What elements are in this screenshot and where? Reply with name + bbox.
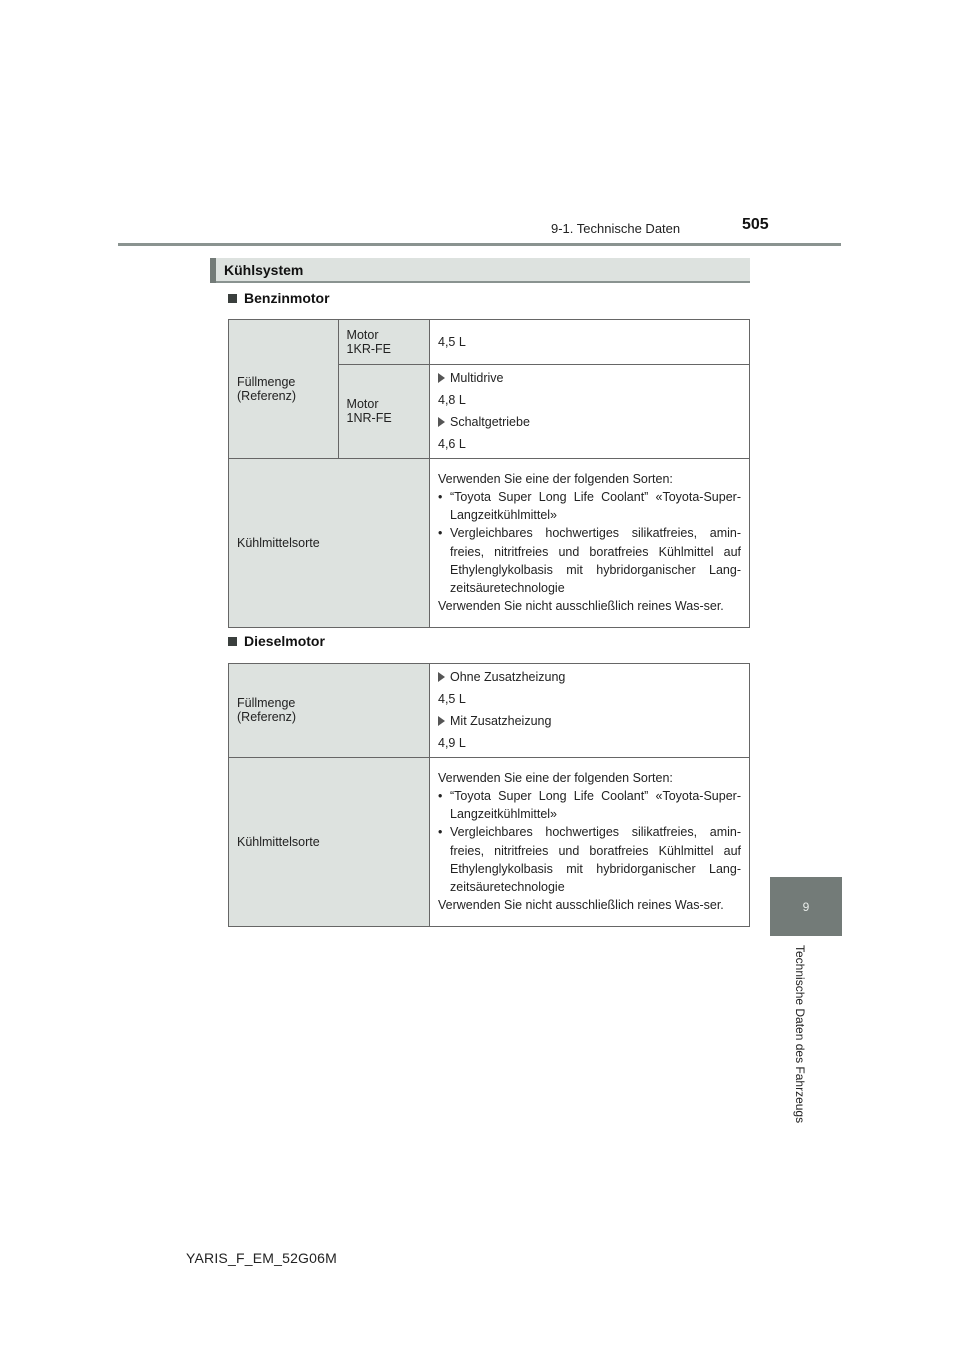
- coolant-option-2: Vergleichbares hochwertiges silikatfreies, amin-freies, nitritfreies und boratfreies Kühlmittel auf Ethylenglykolbasis mit hybridorganischer Lang-zeitsäuretechnologie: [450, 526, 741, 595]
- table-row: [229, 458, 750, 627]
- document-code: YARIS_F_EM_52G06M: [186, 1250, 337, 1266]
- variant-label: Multidrive: [450, 371, 504, 385]
- variant-value: 4,8 L: [438, 393, 466, 408]
- chapter-number: 9: [802, 899, 810, 914]
- chapter-tab: [770, 877, 842, 936]
- variant-value: 4,9 L: [438, 736, 466, 751]
- bullet-dot-icon: •: [438, 490, 443, 505]
- coolant-note: Verwenden Sie nicht ausschließlich reines Was-ser.: [438, 897, 724, 912]
- arrow-right-icon: [438, 716, 445, 726]
- table-row: [229, 757, 750, 926]
- bullet-dot-icon: •: [438, 789, 443, 804]
- engine-1-label: Motor 1KR-FE: [338, 320, 429, 365]
- diesel-heading: [228, 633, 325, 649]
- diesel-heading-text: Dieselmotor: [244, 633, 325, 649]
- coolant-note: Verwenden Sie nicht ausschließlich reines Was-ser.: [438, 598, 724, 613]
- variant-label: Schaltgetriebe: [450, 415, 530, 430]
- arrow-right-icon: [438, 672, 445, 682]
- square-bullet-icon: [228, 637, 237, 646]
- variant-value: 4,6 L: [438, 437, 466, 452]
- capacity-label: Füllmenge (Referenz): [229, 664, 430, 758]
- arrow-right-icon: [438, 417, 445, 427]
- coolant-option-1: “Toyota Super Long Life Coolant” «Toyota-Super-Langzeitkühlmittel»: [450, 789, 741, 822]
- coolant-description: [430, 458, 750, 627]
- engine-2-label: Motor 1NR-FE: [338, 365, 429, 459]
- bullet-dot-icon: •: [438, 526, 443, 541]
- list-item: [438, 369, 741, 387]
- table-row: [229, 320, 750, 365]
- section-title: Kühlsystem: [224, 261, 304, 278]
- variant-label: Ohne Zusatzheizung: [450, 670, 566, 684]
- coolant-label: Kühlmittelsorte: [229, 458, 430, 627]
- page-number: 505: [742, 216, 769, 233]
- petrol-heading: [228, 290, 330, 306]
- variant-value: 4,5 L: [438, 692, 466, 707]
- header-section-title: 9-1. Technische Daten: [551, 221, 681, 236]
- diesel-table: [228, 663, 750, 927]
- coolant-label: Kühlmittelsorte: [229, 757, 430, 926]
- section-accent: [210, 258, 216, 283]
- coolant-description: [430, 757, 750, 926]
- arrow-right-icon: [438, 373, 445, 383]
- petrol-table: [228, 319, 750, 628]
- variant-label: Mit Zusatzheizung: [450, 714, 552, 729]
- engine-1-value: 4,5 L: [430, 320, 750, 365]
- list-item: [438, 712, 741, 730]
- list-item: [438, 524, 741, 597]
- list-item: [438, 413, 741, 431]
- list-item: [438, 787, 741, 823]
- section-header: [210, 258, 750, 283]
- petrol-heading-text: Benzinmotor: [244, 290, 330, 306]
- coolant-intro: Verwenden Sie eine der folgenden Sorten:: [438, 771, 673, 785]
- list-item: [438, 488, 741, 524]
- coolant-intro: Verwenden Sie eine der folgenden Sorten:: [438, 472, 673, 486]
- list-item: [438, 668, 741, 686]
- square-bullet-icon: [228, 294, 237, 303]
- header-rule: [118, 243, 841, 246]
- coolant-option-1: “Toyota Super Long Life Coolant” «Toyota-Super-Langzeitkühlmittel»: [450, 490, 741, 523]
- bullet-dot-icon: •: [438, 825, 443, 840]
- capacity-values: [430, 664, 750, 758]
- coolant-option-2: Vergleichbares hochwertiges silikatfreies, amin-freies, nitritfreies und boratfreies Kühlmittel auf Ethylenglykolbasis mit hybridorganischer Lang-zeitsäuretechnologie: [450, 825, 741, 894]
- engine-2-values: [430, 365, 750, 459]
- list-item: [438, 823, 741, 896]
- capacity-label: Füllmenge (Referenz): [229, 320, 339, 459]
- chapter-title: Technische Daten des Fahrzeugs: [793, 945, 807, 1124]
- table-row: [229, 664, 750, 758]
